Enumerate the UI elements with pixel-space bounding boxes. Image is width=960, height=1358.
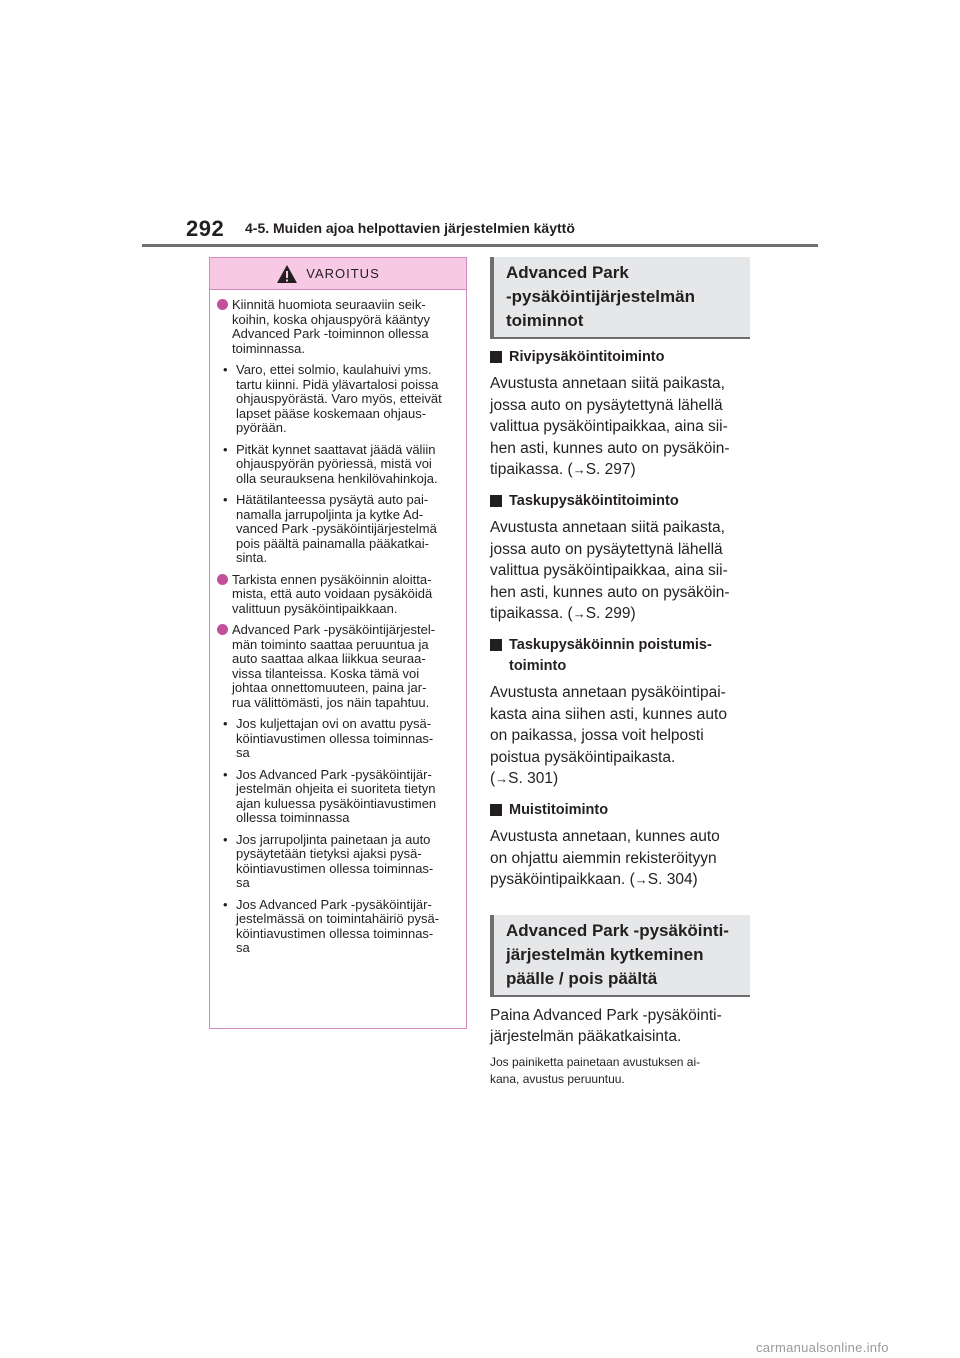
function-description	[490, 826, 750, 891]
function-description	[490, 682, 750, 790]
warning-item-text: Hätätilanteessa pysäytä auto pai- namalla jarrupoljinta ja kytke Ad- vanced Park -pysäköintijärjestelmä pois päältä painamalla pääkatkai- sinta.	[236, 492, 437, 565]
function-heading	[490, 635, 750, 677]
function-heading	[490, 347, 750, 368]
warning-item	[218, 363, 458, 436]
square-bullet-icon	[490, 351, 502, 363]
square-bullet-icon	[490, 804, 502, 816]
warning-item	[218, 443, 458, 487]
bullet-icon: •	[223, 492, 228, 507]
function-heading	[490, 491, 750, 512]
section-heading-switch: Advanced Park -pysäköinti- järjestelmän kytkeminen päälle / pois päältä	[490, 915, 750, 997]
switch-instruction: Paina Advanced Park -pysäköinti- järjestelmän pääkatkaisinta.	[490, 1006, 722, 1046]
page-number: 292	[186, 216, 225, 241]
header-divider	[142, 244, 818, 247]
page-reference-link[interactable]: S. 299)	[585, 605, 636, 623]
warning-list	[210, 290, 466, 956]
bullet-icon: •	[223, 766, 228, 782]
warning-item-text: Jos kuljettajan ovi on avattu pysä- köintiavustimen ollessa toiminnas- sa	[236, 716, 434, 760]
function-heading-text: Taskupysäköintitoiminto	[509, 492, 679, 509]
switch-note: Jos painiketta painetaan avustuksen ai- kana, avustus peruuntuu.	[490, 1054, 701, 1086]
warning-item-text: Jos jarrupoljinta painetaan ja auto pysäytetään tietyksi ajaksi pysä- köintiavustimen ollessa toiminnas- sa	[236, 831, 434, 890]
function-description-text: Avustusta annetaan pysäköintipai- kasta aina siihen asti, kunnes auto on paikassa, jossa voit helposti poistua pysäköintipaikasta. (	[490, 683, 727, 788]
warning-triangle-icon	[276, 264, 298, 284]
page-reference-arrow-icon: →	[634, 872, 648, 888]
bullet-icon: •	[223, 716, 228, 731]
function-description-text: Avustusta annetaan, kunnes auto on ohjattu aiemmin rekisteröityyn pysäköintipaikkaan. (	[490, 827, 720, 889]
page-reference-arrow-icon: →	[572, 462, 586, 478]
bullet-icon: •	[223, 441, 228, 457]
circle-bullet-icon	[217, 574, 228, 585]
function-description-text: Avustusta annetaan siitä paikasta, jossa auto on pysäytettynä lähellä valittua pysäköintipaikkaa, aina sii- hen asti, kunnes auto on pysäköin- tipaikassa. (	[490, 518, 730, 623]
section-title: 4-5. Muiden ajoa helpottavien järjestelmien käyttö	[245, 220, 575, 236]
page-reference-arrow-icon: →	[495, 771, 509, 787]
warning-item-text: Pitkät kynnet saattavat jäädä väliin ohjauspyörän pyöriessä, mistä voi olla seurauksena henkilövahinkoja.	[236, 441, 438, 486]
warning-item	[218, 833, 458, 891]
warning-item	[218, 573, 458, 617]
function-heading-text: Taskupysäköinnin poistumis- toiminto	[509, 636, 712, 674]
circle-bullet-icon	[217, 299, 228, 310]
warning-item-text: Varo, ettei solmio, kaulahuivi yms. tartu kiinni. Pidä ylävartalosi poissa ohjauspyörästä. Varo myös, etteivät lapset pääse koskemaan ohjaus- pyörään.	[236, 362, 442, 435]
warning-item	[218, 717, 458, 761]
section-heading-functions: Advanced Park -pysäköintijärjestelmän toiminnot	[490, 257, 750, 339]
function-description	[490, 517, 750, 625]
warning-box	[209, 257, 467, 1029]
right-column	[490, 257, 750, 1088]
page-reference-link[interactable]: S. 297)	[585, 461, 636, 479]
function-heading-text: Rivipysäköintitoiminto	[509, 349, 665, 365]
function-description	[490, 373, 750, 481]
warning-item-text: Advanced Park -pysäköintijärjestel- män toiminto saattaa peruuntua ja auto saattaa alkaa liikkua seuraa- vissa tilanteissa. Koska tämä voi johtaa onnettomuuteen, paina jar- rua välittömästi, jos näin tapahtuu.	[232, 622, 436, 710]
warning-item	[218, 768, 458, 826]
warning-item	[218, 298, 458, 356]
warning-item-text: Jos Advanced Park -pysäköintijär- jestelmässä on toimintahäiriö pysä- köintiavustimen ollessa toiminnas- sa	[236, 896, 440, 955]
warning-item	[218, 493, 458, 566]
square-bullet-icon	[490, 639, 502, 651]
page-reference-arrow-icon: →	[572, 606, 586, 622]
circle-bullet-icon	[217, 624, 228, 635]
warning-item-text: Kiinnitä huomiota seuraaviin seik- koihin, koska ohjauspyörä kääntyy Advanced Park -toiminnon ollessa toiminnassa.	[232, 297, 431, 356]
warning-title: VAROITUS	[306, 266, 380, 281]
bullet-icon: •	[223, 896, 228, 912]
function-description-text: Avustusta annetaan siitä paikasta, jossa auto on pysäytettynä lähellä valittua pysäköintipaikkaa, aina sii- hen asti, kunnes auto on pysäköin- tipaikassa. (	[490, 375, 730, 479]
warning-header	[210, 258, 466, 290]
page-reference-link[interactable]: S. 304)	[647, 871, 698, 889]
bullet-icon: •	[223, 831, 228, 847]
page-reference-link[interactable]: S. 301)	[508, 770, 559, 788]
warning-item	[218, 898, 458, 956]
square-bullet-icon	[490, 495, 502, 507]
warning-item-text: Jos Advanced Park -pysäköintijär- jestelmän ohjeita ei suoriteta tietyn ajan kuluessa pysäköintiavustimen ollessa toiminnassa	[236, 766, 437, 825]
functions-list	[490, 347, 750, 891]
page-header	[0, 0, 960, 250]
warning-item	[218, 623, 458, 710]
bullet-icon: •	[223, 362, 228, 377]
function-heading	[490, 800, 750, 821]
warning-item-text: Tarkista ennen pysäköinnin aloitta- mista, että auto voidaan pysäköidä valittuun pysäköintipaikkaan.	[232, 571, 433, 616]
watermark: carmanualsonline.info	[756, 1340, 889, 1355]
function-heading-text: Muistitoiminto	[509, 801, 609, 818]
